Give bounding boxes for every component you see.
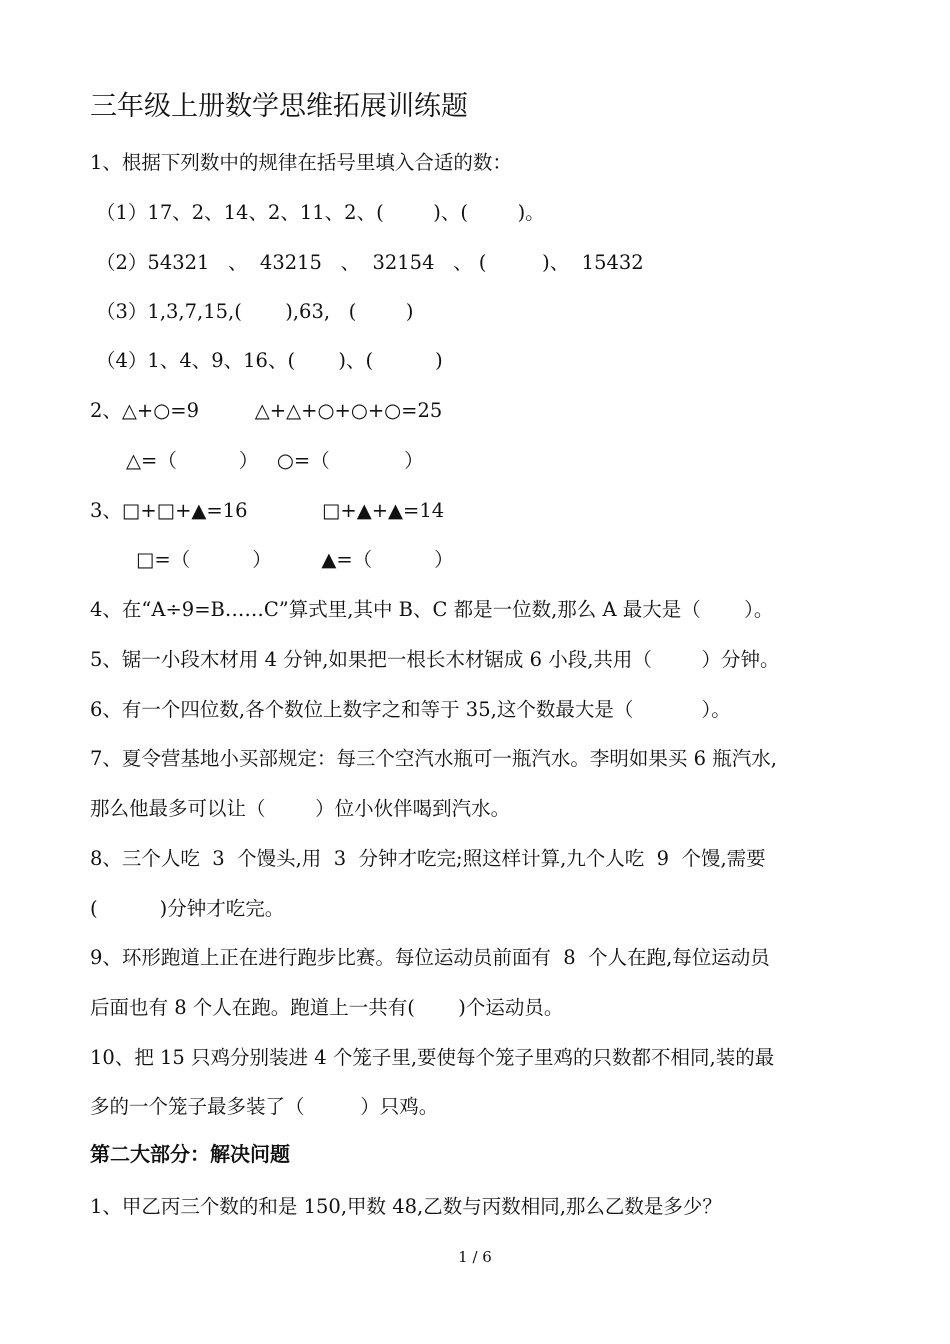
question-3-equations: 3、□+□+▲=16 □+▲+▲=14 — [90, 499, 445, 522]
question-7-line-1: 7、夏令营基地小买部规定：每三个空汽水瓶可一瓶汽水。李明如果买 6 瓶汽水, — [90, 747, 777, 770]
section-heading: 第二大部分：解决问题 — [90, 1142, 290, 1166]
question-8-line-1: 8、三个人吃 3 个馒头,用 3 分钟才吃完;照这样计算,九个人吃 9 个馒,需要 — [90, 847, 766, 870]
question-8-line-2: ( )分钟才吃完。 — [90, 897, 285, 920]
question-2-answers: △=（ ） ○=（ ） — [126, 449, 424, 472]
question-1-item-1: （1）17、2、14、2、11、2、( )、( )。 — [96, 201, 545, 224]
page-number: 1 / 6 — [458, 1248, 492, 1266]
question-1-item-3: （3）1,3,7,15,( ),63, ( ) — [96, 300, 414, 323]
question-10-line-2: 多的一个笼子最多装了（ ）只鸡。 — [90, 1095, 439, 1118]
question-3-answers: □=（ ） ▲=（ ） — [136, 548, 454, 571]
question-1-item-2: （2）54321 、 43215 、 32154 、 ( )、 15432 — [96, 251, 644, 274]
question-4: 4、在“A÷9=B……C”算式里,其中 B、C 都是一位数,那么 A 最大是（ ）。 — [90, 598, 774, 621]
problem-1: 1、甲乙丙三个数的和是 150,甲数 48,乙数与丙数相同,那么乙数是多少？ — [90, 1195, 722, 1218]
question-10-line-1: 10、把 15 只鸡分别装进 4 个笼子里,要使每个笼子里鸡的只数都不相同,装的最 — [90, 1046, 775, 1069]
question-6: 6、有一个四位数,各个数位上数字之和等于 35,这个数最大是（ ）。 — [90, 698, 731, 721]
question-1-stem: 1、根据下列数中的规律在括号里填入合适的数： — [90, 151, 512, 174]
question-5: 5、锯一小段木材用 4 分钟,如果把一根长木材锯成 6 小段,共用（ ）分钟。 — [90, 648, 780, 671]
question-2-equations: 2、△+○=9 △+△+○+○+○=25 — [90, 399, 443, 422]
question-1-item-4: （4）1、4、9、16、( )、( ) — [96, 349, 443, 372]
question-9-line-1: 9、环形跑道上正在进行跑步比赛。每位运动员前面有 8 个人在跑,每位运动员 — [90, 946, 770, 969]
question-7-line-2: 那么他最多可以让（ ）位小伙伴喝到汽水。 — [90, 797, 511, 820]
question-9-line-2: 后面也有 8 个人在跑。跑道上一共有( )个运动员。 — [90, 996, 564, 1019]
page-title: 三年级上册数学思维拓展训练题 — [90, 91, 468, 122]
